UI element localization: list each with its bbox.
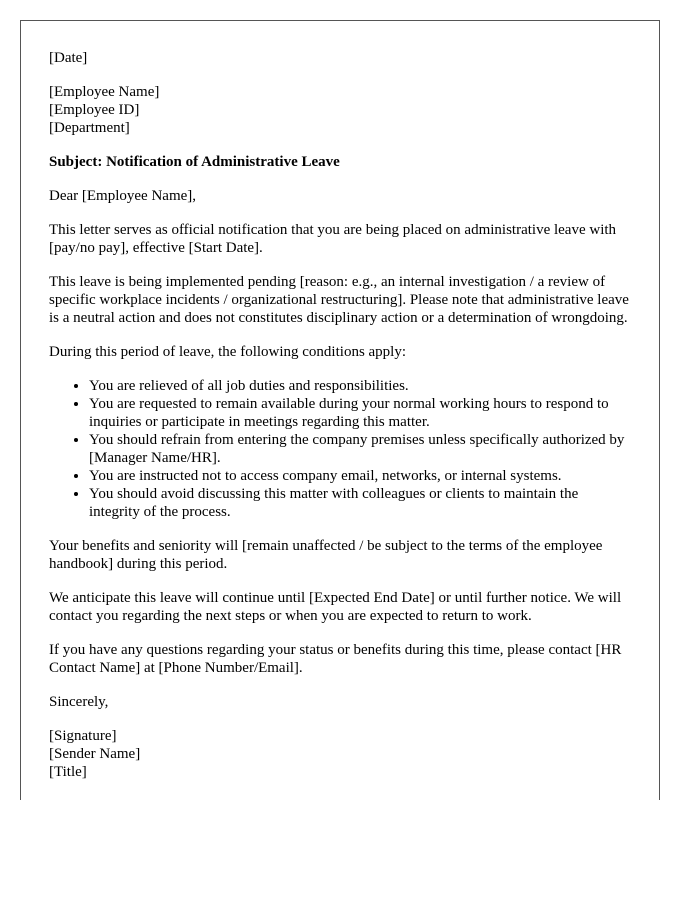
signature-block [49,727,631,781]
intro-paragraph: This letter serves as official notification that you are being placed on administrative leave with [pay/no pay], effective [Start Date]. [49,222,617,256]
subject-line: Subject: Notification of Administrative Leave [49,154,340,170]
list-item: • You should avoid discussing this matter with colleagues or clients to maintain the integrity of the process. [89,485,631,521]
employee-name: [Employee Name] [49,84,160,100]
signature: [Signature] [49,728,117,744]
employee-id: [Employee ID] [49,102,140,118]
sign-off: Sincerely, [49,694,109,710]
benefits-paragraph: Your benefits and seniority will [remain unaffected / be subject to the terms of the employee handbook] during this period. [49,538,603,572]
salutation: Dear [Employee Name], [49,188,197,204]
list-item: • You are instructed not to access company email, networks, or internal systems. [89,467,631,485]
reason-paragraph: This leave is being implemented pending [reason: e.g., an internal investigation / a review of specific workplace incidents / organizational restructuring]. Please note that administrative leave is a neutral action and does not constitutes disciplinary action or a determination of wrongdoing. [49,274,629,326]
contact-paragraph: If you have any questions regarding your status or benefits during this time, please contact [HR Contact Name] at [Phone Number/Email]. [49,642,622,676]
list-item: • You are relieved of all job duties and responsibilities. [89,377,631,395]
letter-date: [Date] [49,50,88,66]
letter-page [20,20,660,800]
duration-paragraph: We anticipate this leave will continue until [Expected End Date] or until further notice. We will contact you regarding the next steps or when you are expected to return to work. [49,590,622,624]
conditions-list [49,377,631,521]
conditions-intro: During this period of leave, the following conditions apply: [49,344,407,360]
recipient-block [49,83,631,137]
department: [Department] [49,120,130,136]
sender-name: [Sender Name] [49,746,141,762]
list-item: • You are requested to remain available during your normal working hours to respond to inquiries or participate in meetings regarding this matter. [89,395,631,431]
list-item: • You should refrain from entering the company premises unless specifically authorized by [Manager Name/HR]. [89,431,631,467]
sender-title: [Title] [49,764,87,780]
